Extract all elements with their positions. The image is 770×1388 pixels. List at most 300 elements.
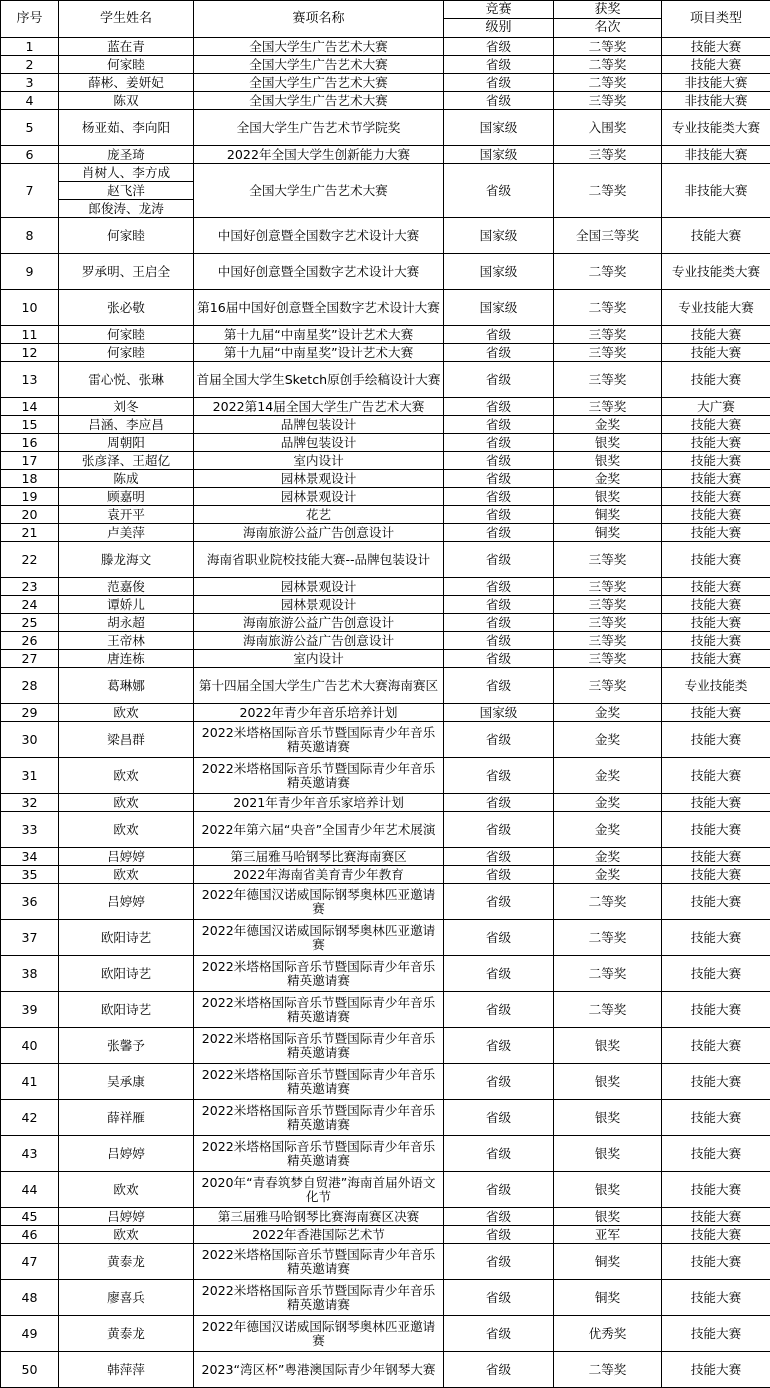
cell-name: 王帝林	[59, 632, 194, 650]
cell-type: 大广赛	[662, 398, 770, 416]
cell-name: 吕婷婷	[59, 1208, 194, 1226]
cell-level: 省级	[444, 362, 554, 398]
cell-name: 薛彬、姜妍妃	[59, 74, 194, 92]
table-row	[1, 56, 770, 74]
cell-level: 省级	[444, 38, 554, 56]
cell-award: 三等奖	[554, 632, 662, 650]
cell-award: 二等奖	[554, 56, 662, 74]
cell-level: 省级	[444, 596, 554, 614]
cell-award: 三等奖	[554, 362, 662, 398]
cell-level: 省级	[444, 1226, 554, 1244]
header-award-top: 获奖	[554, 1, 662, 19]
table-row	[1, 1100, 770, 1136]
cell-award: 三等奖	[554, 92, 662, 110]
cell-type: 技能大赛	[662, 884, 770, 920]
cell-no: 11	[1, 326, 59, 344]
cell-no: 29	[1, 704, 59, 722]
cell-no: 31	[1, 758, 59, 794]
cell-level: 国家级	[444, 290, 554, 326]
cell-name: 谭娇儿	[59, 596, 194, 614]
cell-award: 二等奖	[554, 992, 662, 1028]
cell-award: 入围奖	[554, 110, 662, 146]
cell-no: 30	[1, 722, 59, 758]
table-row	[1, 614, 770, 632]
table-row	[1, 1244, 770, 1280]
cell-level: 国家级	[444, 254, 554, 290]
cell-event: 全国大学生广告艺术大赛	[194, 74, 444, 92]
cell-name: 顾嘉明	[59, 488, 194, 506]
cell-name: 韩萍萍	[59, 1352, 194, 1388]
cell-level: 国家级	[444, 704, 554, 722]
cell-no: 34	[1, 848, 59, 866]
cell-event: 2022年德国汉诺威国际钢琴奥林匹亚邀请赛	[194, 1316, 444, 1352]
cell-level: 省级	[444, 74, 554, 92]
cell-level: 省级	[444, 650, 554, 668]
header-type: 项目类型	[662, 1, 770, 38]
cell-name: 欧阳诗艺	[59, 920, 194, 956]
cell-event: 2022年海南省美育青少年教育	[194, 866, 444, 884]
header-no: 序号	[1, 1, 59, 38]
cell-name: 袁开平	[59, 506, 194, 524]
cell-award: 金奖	[554, 470, 662, 488]
table-row	[1, 920, 770, 956]
cell-event: 海南省职业院校技能大赛--品牌包装设计	[194, 542, 444, 578]
student-name: 肖树人、李方成	[59, 164, 193, 181]
cell-type: 技能大赛	[662, 1064, 770, 1100]
cell-award: 银奖	[554, 488, 662, 506]
cell-no: 44	[1, 1172, 59, 1208]
cell-type: 技能大赛	[662, 542, 770, 578]
table-row	[1, 416, 770, 434]
cell-name: 刘冬	[59, 398, 194, 416]
cell-award: 三等奖	[554, 344, 662, 362]
table-row	[1, 758, 770, 794]
cell-name: 胡永超	[59, 614, 194, 632]
cell-event: 第十九届“中南星奖”设计艺术大赛	[194, 326, 444, 344]
cell-no: 26	[1, 632, 59, 650]
cell-award: 金奖	[554, 722, 662, 758]
cell-award: 二等奖	[554, 254, 662, 290]
cell-no: 8	[1, 218, 59, 254]
cell-level: 国家级	[444, 218, 554, 254]
cell-name: 欧欢	[59, 758, 194, 794]
cell-level: 省级	[444, 632, 554, 650]
cell-no: 48	[1, 1280, 59, 1316]
cell-name: 吕婷婷	[59, 848, 194, 866]
cell-award: 金奖	[554, 416, 662, 434]
cell-type: 专业技能类大赛	[662, 110, 770, 146]
cell-no: 6	[1, 146, 59, 164]
table-row	[1, 866, 770, 884]
cell-type: 技能大赛	[662, 524, 770, 542]
cell-name: 吴承康	[59, 1064, 194, 1100]
cell-event: 全国大学生广告艺术大赛	[194, 92, 444, 110]
cell-type: 技能大赛	[662, 1100, 770, 1136]
header-level-top: 竞赛	[444, 1, 554, 19]
cell-event: 全国大学生广告艺术大赛	[194, 38, 444, 56]
cell-award: 二等奖	[554, 1352, 662, 1388]
cell-no: 10	[1, 290, 59, 326]
cell-no: 14	[1, 398, 59, 416]
table-row	[1, 398, 770, 416]
table-row	[1, 668, 770, 704]
cell-level: 省级	[444, 434, 554, 452]
cell-award: 银奖	[554, 1136, 662, 1172]
cell-event: 全国大学生广告艺术大赛	[194, 164, 444, 218]
cell-award: 银奖	[554, 1028, 662, 1064]
cell-event: 海南旅游公益广告创意设计	[194, 524, 444, 542]
table-row	[1, 74, 770, 92]
table-row	[1, 812, 770, 848]
cell-award: 银奖	[554, 1208, 662, 1226]
cell-level: 省级	[444, 1352, 554, 1388]
cell-type: 技能大赛	[662, 812, 770, 848]
table-row	[1, 794, 770, 812]
cell-name: 吕婷婷	[59, 884, 194, 920]
cell-award: 金奖	[554, 758, 662, 794]
cell-no: 35	[1, 866, 59, 884]
cell-event: 首届全国大学生Sketch原创手绘稿设计大赛	[194, 362, 444, 398]
table-row	[1, 884, 770, 920]
cell-type: 技能大赛	[662, 722, 770, 758]
table-row	[1, 542, 770, 578]
cell-event: 全国大学生广告艺术节学院奖	[194, 110, 444, 146]
table-row	[1, 1280, 770, 1316]
cell-name: 周朝阳	[59, 434, 194, 452]
cell-name: 欧欢	[59, 1226, 194, 1244]
cell-award: 铜奖	[554, 1244, 662, 1280]
cell-type: 技能大赛	[662, 920, 770, 956]
table-row	[1, 362, 770, 398]
cell-level: 省级	[444, 344, 554, 362]
cell-type: 技能大赛	[662, 470, 770, 488]
cell-name	[59, 164, 194, 218]
table-body	[1, 38, 770, 1388]
cell-no: 42	[1, 1100, 59, 1136]
cell-level: 省级	[444, 92, 554, 110]
cell-no: 32	[1, 794, 59, 812]
cell-level: 省级	[444, 920, 554, 956]
cell-name: 何家睦	[59, 218, 194, 254]
cell-type: 技能大赛	[662, 1280, 770, 1316]
cell-level: 省级	[444, 866, 554, 884]
cell-award: 银奖	[554, 434, 662, 452]
cell-type: 技能大赛	[662, 218, 770, 254]
cell-award: 银奖	[554, 1064, 662, 1100]
cell-award: 三等奖	[554, 398, 662, 416]
cell-name: 欧欢	[59, 866, 194, 884]
cell-level: 省级	[444, 722, 554, 758]
cell-level: 省级	[444, 1316, 554, 1352]
cell-event: 2022米塔格国际音乐节暨国际青少年音乐精英邀请赛	[194, 956, 444, 992]
table-row	[1, 722, 770, 758]
cell-level: 省级	[444, 848, 554, 866]
cell-no: 37	[1, 920, 59, 956]
cell-name: 张馨予	[59, 1028, 194, 1064]
cell-name: 何家睦	[59, 326, 194, 344]
cell-name: 葛琳娜	[59, 668, 194, 704]
cell-event: 海南旅游公益广告创意设计	[194, 614, 444, 632]
cell-event: 品牌包装设计	[194, 434, 444, 452]
cell-type: 技能大赛	[662, 1244, 770, 1280]
table-row	[1, 434, 770, 452]
cell-name: 欧欢	[59, 704, 194, 722]
cell-name: 黄泰龙	[59, 1316, 194, 1352]
table-row	[1, 524, 770, 542]
table-row	[1, 1352, 770, 1388]
cell-name: 欧阳诗艺	[59, 956, 194, 992]
cell-type: 专业技能大赛	[662, 290, 770, 326]
cell-award: 三等奖	[554, 542, 662, 578]
cell-level: 省级	[444, 1028, 554, 1064]
cell-type: 技能大赛	[662, 1136, 770, 1172]
cell-event: 园林景观设计	[194, 470, 444, 488]
cell-award: 二等奖	[554, 920, 662, 956]
cell-level: 省级	[444, 452, 554, 470]
cell-no: 39	[1, 992, 59, 1028]
cell-no: 5	[1, 110, 59, 146]
cell-level: 省级	[444, 1280, 554, 1316]
cell-type: 技能大赛	[662, 992, 770, 1028]
cell-type: 专业技能类	[662, 668, 770, 704]
cell-level: 省级	[444, 542, 554, 578]
cell-event: 2022年德国汉诺威国际钢琴奥林匹亚邀请赛	[194, 884, 444, 920]
cell-no: 21	[1, 524, 59, 542]
table-row	[1, 596, 770, 614]
cell-award: 三等奖	[554, 668, 662, 704]
cell-award: 二等奖	[554, 884, 662, 920]
cell-name: 薛祥雁	[59, 1100, 194, 1136]
cell-event: 第三届雅马哈钢琴比赛海南赛区决赛	[194, 1208, 444, 1226]
cell-award: 银奖	[554, 452, 662, 470]
table-row	[1, 218, 770, 254]
cell-type: 技能大赛	[662, 614, 770, 632]
cell-type: 技能大赛	[662, 704, 770, 722]
cell-name: 廖喜兵	[59, 1280, 194, 1316]
cell-event: 第十九届“中南星奖”设计艺术大赛	[194, 344, 444, 362]
cell-type: 技能大赛	[662, 1352, 770, 1388]
cell-level: 省级	[444, 1136, 554, 1172]
cell-name: 梁昌群	[59, 722, 194, 758]
cell-level: 省级	[444, 1172, 554, 1208]
cell-type: 技能大赛	[662, 866, 770, 884]
cell-name: 黄泰龙	[59, 1244, 194, 1280]
table-row	[1, 344, 770, 362]
cell-level: 省级	[444, 416, 554, 434]
cell-no: 22	[1, 542, 59, 578]
cell-award: 金奖	[554, 848, 662, 866]
cell-type: 技能大赛	[662, 344, 770, 362]
cell-award: 金奖	[554, 812, 662, 848]
cell-type: 技能大赛	[662, 1028, 770, 1064]
header-name: 学生姓名	[59, 1, 194, 38]
cell-level: 省级	[444, 1208, 554, 1226]
cell-event: 室内设计	[194, 650, 444, 668]
cell-event: 2020年“青春筑梦自贸港”海南首届外语文化节	[194, 1172, 444, 1208]
cell-award: 二等奖	[554, 38, 662, 56]
header-level-bottom: 级别	[444, 19, 554, 38]
cell-event: 园林景观设计	[194, 488, 444, 506]
cell-type: 非技能大赛	[662, 146, 770, 164]
table-row	[1, 110, 770, 146]
cell-event: 2022米塔格国际音乐节暨国际青少年音乐精英邀请赛	[194, 992, 444, 1028]
cell-award: 亚军	[554, 1226, 662, 1244]
table-row	[1, 290, 770, 326]
header-award-bottom: 名次	[554, 19, 662, 38]
cell-award: 金奖	[554, 866, 662, 884]
cell-type: 技能大赛	[662, 56, 770, 74]
student-name: 郎俊涛、龙涛	[59, 199, 193, 217]
cell-award: 二等奖	[554, 956, 662, 992]
cell-event: 园林景观设计	[194, 578, 444, 596]
cell-level: 省级	[444, 164, 554, 218]
table-row	[1, 1136, 770, 1172]
table-row	[1, 254, 770, 290]
cell-no: 49	[1, 1316, 59, 1352]
table-row	[1, 164, 770, 218]
cell-name: 杨亚茹、李向阳	[59, 110, 194, 146]
cell-type: 非技能大赛	[662, 74, 770, 92]
cell-event: 第三届雅马哈钢琴比赛海南赛区	[194, 848, 444, 866]
cell-no: 9	[1, 254, 59, 290]
cell-event: 海南旅游公益广告创意设计	[194, 632, 444, 650]
cell-level: 省级	[444, 1064, 554, 1100]
cell-type: 技能大赛	[662, 650, 770, 668]
cell-level: 省级	[444, 524, 554, 542]
cell-award: 金奖	[554, 794, 662, 812]
cell-type: 技能大赛	[662, 326, 770, 344]
cell-type: 技能大赛	[662, 416, 770, 434]
cell-name: 吕婷婷	[59, 1136, 194, 1172]
cell-event: 全国大学生广告艺术大赛	[194, 56, 444, 74]
cell-name: 欧欢	[59, 1172, 194, 1208]
cell-level: 省级	[444, 758, 554, 794]
cell-level: 省级	[444, 398, 554, 416]
cell-event: 中国好创意暨全国数字艺术设计大赛	[194, 254, 444, 290]
cell-type: 技能大赛	[662, 452, 770, 470]
table-row	[1, 1028, 770, 1064]
cell-award: 三等奖	[554, 326, 662, 344]
cell-type: 技能大赛	[662, 1208, 770, 1226]
cell-type: 技能大赛	[662, 362, 770, 398]
cell-award: 优秀奖	[554, 1316, 662, 1352]
cell-no: 40	[1, 1028, 59, 1064]
cell-type: 技能大赛	[662, 596, 770, 614]
cell-type: 技能大赛	[662, 38, 770, 56]
cell-level: 省级	[444, 56, 554, 74]
cell-no: 19	[1, 488, 59, 506]
table-row	[1, 488, 770, 506]
cell-event: 室内设计	[194, 452, 444, 470]
cell-no: 18	[1, 470, 59, 488]
cell-name: 唐连栋	[59, 650, 194, 668]
student-name: 赵飞洋	[59, 181, 193, 199]
cell-event: 2022米塔格国际音乐节暨国际青少年音乐精英邀请赛	[194, 1064, 444, 1100]
cell-award: 二等奖	[554, 164, 662, 218]
cell-event: 2022米塔格国际音乐节暨国际青少年音乐精英邀请赛	[194, 1100, 444, 1136]
table-row	[1, 92, 770, 110]
cell-event: 花艺	[194, 506, 444, 524]
cell-event: 2023“湾区杯”粤港澳国际青少年钢琴大赛	[194, 1352, 444, 1388]
cell-award: 二等奖	[554, 290, 662, 326]
cell-award: 铜奖	[554, 1280, 662, 1316]
cell-type: 非技能大赛	[662, 164, 770, 218]
cell-no: 16	[1, 434, 59, 452]
table-row	[1, 146, 770, 164]
cell-name: 欧阳诗艺	[59, 992, 194, 1028]
table-row	[1, 1208, 770, 1226]
cell-no: 17	[1, 452, 59, 470]
cell-name: 范嘉俊	[59, 578, 194, 596]
cell-type: 非技能大赛	[662, 92, 770, 110]
cell-level: 省级	[444, 668, 554, 704]
cell-event: 2022米塔格国际音乐节暨国际青少年音乐精英邀请赛	[194, 1280, 444, 1316]
cell-event: 2022米塔格国际音乐节暨国际青少年音乐精英邀请赛	[194, 1136, 444, 1172]
table-row	[1, 650, 770, 668]
cell-name: 欧欢	[59, 794, 194, 812]
cell-level: 国家级	[444, 110, 554, 146]
cell-name: 何家睦	[59, 344, 194, 362]
cell-name: 蓝在青	[59, 38, 194, 56]
cell-type: 技能大赛	[662, 632, 770, 650]
cell-no: 20	[1, 506, 59, 524]
cell-name: 卢美萍	[59, 524, 194, 542]
table-row	[1, 470, 770, 488]
cell-type: 专业技能类大赛	[662, 254, 770, 290]
table-row	[1, 1316, 770, 1352]
cell-event: 2022第14届全国大学生广告艺术大赛	[194, 398, 444, 416]
cell-event: 2022米塔格国际音乐节暨国际青少年音乐精英邀请赛	[194, 1028, 444, 1064]
cell-level: 省级	[444, 1244, 554, 1280]
table-row	[1, 578, 770, 596]
cell-name: 罗承明、王启全	[59, 254, 194, 290]
cell-no: 47	[1, 1244, 59, 1280]
cell-event: 第16届中国好创意暨全国数字艺术设计大赛	[194, 290, 444, 326]
cell-no: 28	[1, 668, 59, 704]
table-row	[1, 992, 770, 1028]
cell-no: 33	[1, 812, 59, 848]
table-row	[1, 326, 770, 344]
cell-no: 43	[1, 1136, 59, 1172]
cell-no: 15	[1, 416, 59, 434]
cell-no: 50	[1, 1352, 59, 1388]
table-row	[1, 956, 770, 992]
cell-level: 省级	[444, 1100, 554, 1136]
cell-no: 36	[1, 884, 59, 920]
cell-level: 省级	[444, 326, 554, 344]
table-row	[1, 704, 770, 722]
cell-no: 12	[1, 344, 59, 362]
cell-no: 23	[1, 578, 59, 596]
cell-award: 二等奖	[554, 74, 662, 92]
cell-award: 铜奖	[554, 506, 662, 524]
cell-type: 技能大赛	[662, 506, 770, 524]
cell-no: 24	[1, 596, 59, 614]
cell-no: 3	[1, 74, 59, 92]
cell-no: 27	[1, 650, 59, 668]
cell-type: 技能大赛	[662, 434, 770, 452]
cell-level: 省级	[444, 812, 554, 848]
cell-event: 2022年全国大学生创新能力大赛	[194, 146, 444, 164]
cell-award: 铜奖	[554, 524, 662, 542]
cell-no: 2	[1, 56, 59, 74]
cell-no: 4	[1, 92, 59, 110]
cell-name: 陈成	[59, 470, 194, 488]
cell-event: 2022米塔格国际音乐节暨国际青少年音乐精英邀请赛	[194, 758, 444, 794]
cell-no: 25	[1, 614, 59, 632]
cell-no: 1	[1, 38, 59, 56]
cell-name: 吕涵、李应昌	[59, 416, 194, 434]
